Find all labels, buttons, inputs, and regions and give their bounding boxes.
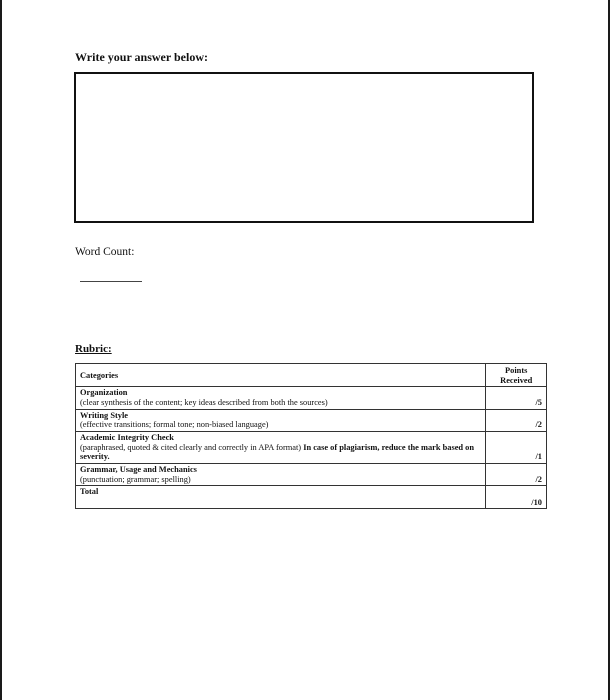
points-cell: /2: [486, 463, 547, 485]
rubric-category-cell: [76, 409, 486, 431]
rubric-title: Rubric:: [75, 343, 112, 355]
rubric-header-points: Points Received: [486, 364, 547, 387]
rubric-total-row: [76, 486, 547, 509]
category-description: (punctuation; grammar; spelling): [80, 474, 191, 484]
rubric-table: [75, 363, 547, 509]
points-cell: /2: [486, 409, 547, 431]
total-points: /10: [486, 486, 547, 509]
total-label: [76, 486, 486, 509]
answer-prompt: Write your answer below:: [75, 50, 208, 64]
category-description-with-note: [80, 443, 481, 462]
rubric-row: [76, 431, 547, 463]
word-count-blank[interactable]: [80, 281, 142, 282]
category-description: (clear synthesis of the content; key ideas described from both the sources): [80, 397, 328, 407]
category-description: (effective transitions; formal tone; non-biased language): [80, 420, 269, 430]
category-name: Organization: [80, 388, 128, 398]
page-edge-left: [0, 0, 2, 700]
rubric-row: [76, 409, 547, 431]
total-label-text: Total: [80, 487, 99, 497]
category-description: (paraphrased, quoted & cited clearly and correctly in APA format): [80, 442, 302, 452]
points-cell: /5: [486, 387, 547, 409]
rubric-category-cell: [76, 387, 486, 409]
rubric-header-categories: Categories: [76, 364, 486, 387]
category-name: Academic Integrity Check: [80, 432, 174, 442]
category-name: Writing Style: [80, 410, 129, 420]
rubric-row: [76, 387, 547, 409]
rubric-header-row: [76, 364, 547, 387]
category-name: Grammar, Usage and Mechanics: [80, 464, 197, 474]
rubric-category-cell: [76, 463, 486, 485]
points-cell: /1: [486, 431, 547, 463]
rubric-row: [76, 463, 547, 485]
word-count-label: Word Count:: [75, 246, 135, 258]
answer-box[interactable]: [74, 72, 534, 223]
rubric-category-cell: [76, 431, 486, 463]
plagiarism-note: In case of plagiarism, reduce the mark based on severity.: [80, 442, 475, 462]
